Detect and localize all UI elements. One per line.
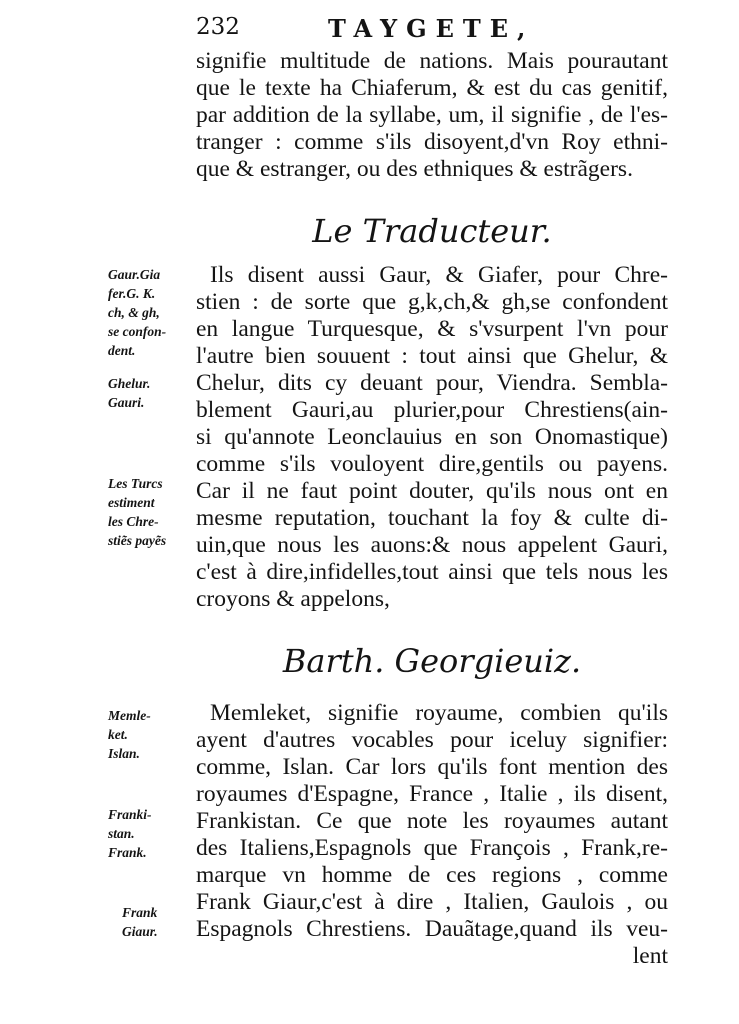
text-line: blement Gauri,au plurier,pour Chrestiens(ain- (196, 397, 668, 423)
margin-note-line: Ghelur. (108, 376, 151, 391)
text-line: comme s'ils vouloyent dire,gentils ou payens. (196, 451, 668, 477)
text-line: croyons & appelons, (196, 586, 390, 612)
margin-note (108, 805, 190, 862)
margin-note-line: fer.G. K. (108, 286, 156, 301)
text-line: tranger : comme s'ils disoyent,d'vn Roy ethni- (196, 129, 668, 155)
paragraph-georgieuiz (196, 700, 668, 970)
text-line: Memleket, signifie royaume, combien qu'ils (210, 700, 668, 726)
margin-note (108, 265, 190, 360)
margin-note-line: Franki- (108, 807, 152, 822)
text-line: Car il ne faut point douter, qu'ils nous ont en (196, 478, 668, 504)
margin-note-line: ch, & gh, (108, 305, 160, 320)
text-line: comme, Islan. Car lors qu'ils font mention des (196, 754, 668, 780)
margin-note-line: stiẽs payẽs (108, 533, 167, 548)
margin-note-line: Memle- (108, 708, 151, 723)
margin-note-line: Frank. (108, 845, 147, 860)
text-line: l'autre bien souuent : tout ainsi que Ghelur, & (196, 343, 668, 369)
margin-note-line: ket. (108, 727, 128, 742)
page-header (188, 12, 668, 48)
margin-note-line: dent. (108, 343, 136, 358)
text-line: marque vn homme de ces regions , comme (196, 862, 668, 888)
margin-note-line: Gaur.Gia (108, 267, 161, 282)
margin-note-line: Gauri. (108, 395, 145, 410)
text-line: stien : de sorte que g,k,ch,& gh,se confondent (196, 289, 668, 315)
margin-note-line: Islan. (108, 746, 140, 761)
text-line: Ils disent aussi Gaur, & Giafer, pour Chre- (210, 262, 668, 288)
text-line: ayent d'autres vocables pour iceluy signifier: (196, 727, 668, 753)
section-heading-traducteur: Le Traducteur. (312, 212, 552, 250)
margin-note-line: les Chre- (108, 514, 159, 529)
paragraph-intro (196, 48, 668, 183)
text-line: mesme reputation, touchant la foy & culte di- (196, 505, 668, 531)
text-line: par addition de la syllabe, um, il signifie , de l'es- (196, 102, 668, 128)
text-line: Frank Giaur,c'est à dire , Italien, Gaulois , ou (196, 889, 668, 915)
text-line: si qu'annote Leonclauius en son Onomastique) (196, 424, 668, 450)
text-line: Espagnols Chrestiens. Dauãtage,quand ils veu- (196, 916, 668, 942)
text-line: Frankistan. Ce que note les royaumes autant (196, 808, 668, 834)
margin-note-line: stan. (108, 826, 135, 841)
margin-note-line: estiment (108, 495, 155, 510)
text-line: royaumes d'Espagne, France , Italie , ils disent, (196, 781, 668, 807)
margin-note (122, 903, 204, 941)
margin-note-line: Les Turcs (108, 476, 163, 491)
text-line: que le texte ha Chiaferum, & est du cas genitif, (196, 75, 668, 101)
text-line: uin,que nous les auons:& nous appelent Gauri, (196, 532, 668, 558)
margin-note (108, 706, 190, 763)
margin-note (108, 374, 190, 412)
section-heading-georgieuiz: Barth. Georgieuiz. (282, 642, 582, 680)
text-line: Chelur, dits cy deuant pour, Viendra. Sembla- (196, 370, 668, 396)
paragraph-traducteur (196, 262, 668, 613)
text-line: signifie multitude de nations. Mais pourautant (196, 48, 668, 74)
margin-note-line: Giaur. (122, 924, 158, 939)
running-title: TAYGETE, (328, 14, 535, 43)
text-line: que & estranger, ou des ethniques & estrãgers. (196, 156, 633, 182)
text-line: lent (632, 943, 668, 969)
margin-note (108, 474, 190, 550)
text-line: des Italiens,Espagnols que François , Frank,re- (196, 835, 668, 861)
text-line: c'est à dire,infidelles,tout ainsi que tels nous les (196, 559, 668, 585)
margin-note-line: se confon- (108, 324, 167, 339)
text-line: en langue Turquesque, & s'vsurpent l'vn pour (196, 316, 668, 342)
page-number: 232 (196, 14, 240, 40)
margin-note-line: Frank (122, 905, 158, 920)
